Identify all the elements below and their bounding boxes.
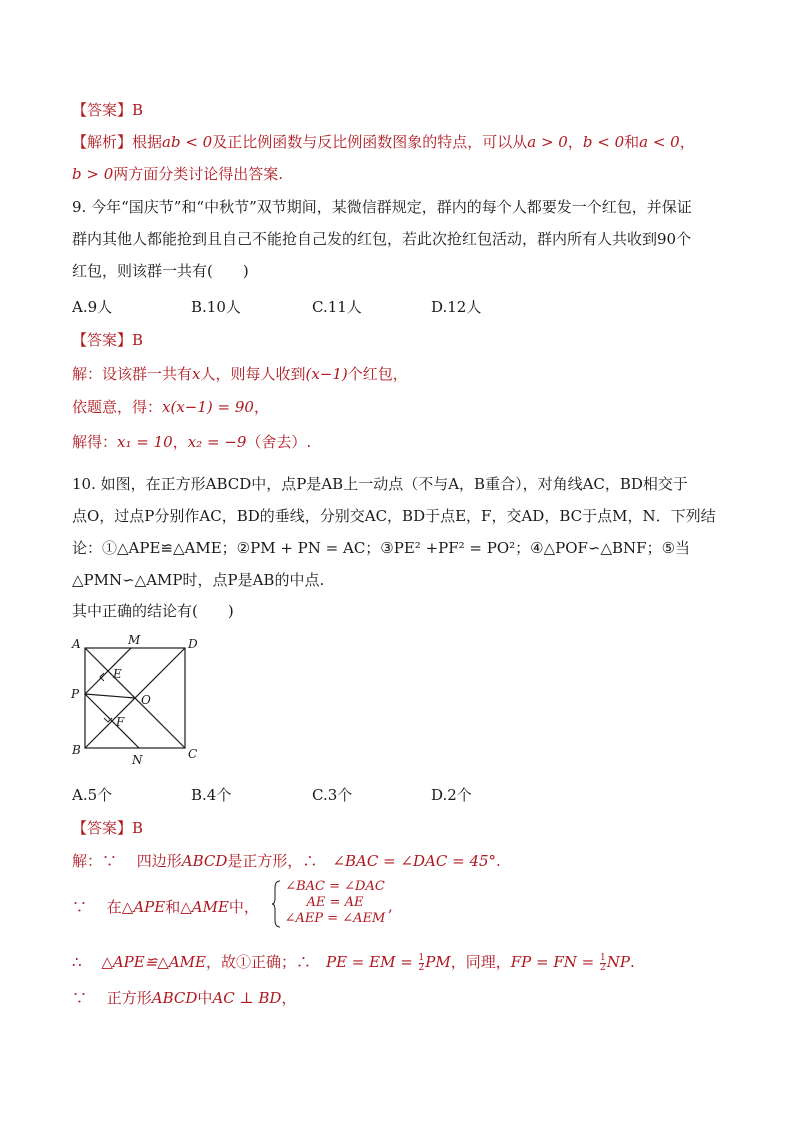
solution-text: ， xyxy=(172,433,188,451)
math-expr: b > 0 xyxy=(72,165,114,183)
math-expr: b < 0 xyxy=(582,133,625,151)
solution-text: （舍去）. xyxy=(246,433,312,451)
math-expr: AC ⊥ BD xyxy=(212,989,282,1007)
solution-text: ，故①正确；∴ xyxy=(205,953,326,971)
geometry-figure xyxy=(68,632,208,768)
math-expr: △APE xyxy=(121,898,166,916)
fraction-numerator: 1 xyxy=(418,952,425,963)
q10-stem-line3: 论：①△APE≌△AME；②PM + PN = AC；③PE² +PF² = PO²；④△POF∽△BNF；⑤当 xyxy=(72,539,691,557)
option-d: D.2个 xyxy=(431,786,472,804)
math-expr: x₂ = −9 xyxy=(187,433,247,451)
analysis-text: ， xyxy=(679,133,695,151)
math-expr: △APE≌△AME xyxy=(101,953,206,971)
solution-text: 人，则每人收到 xyxy=(200,365,306,383)
label-f: F xyxy=(116,715,125,729)
label-d: D xyxy=(188,637,198,651)
math-expr: ∠BAC = ∠DAC = 45° xyxy=(332,852,497,870)
brace-conditions xyxy=(282,879,388,927)
option-b: B.10人 xyxy=(191,298,241,316)
label-p: P xyxy=(71,687,80,701)
option-c: C.3个 xyxy=(312,786,353,804)
math-expr: △AME xyxy=(180,898,229,916)
answer-label: 【答案】 xyxy=(72,819,133,837)
condition-2: AE = AE xyxy=(306,895,364,910)
math-expr: x xyxy=(192,365,201,383)
analysis-label: 【解析】 xyxy=(72,133,133,151)
label-b: B xyxy=(72,743,81,757)
solution-text: ， xyxy=(281,989,297,1007)
math-expr: ABCD xyxy=(181,852,228,870)
solution-text: ∴ xyxy=(72,953,102,971)
analysis-text: 及正比例函数与反比例函数图象的特点，可以从 xyxy=(212,133,528,151)
fraction-denominator: 2 xyxy=(418,962,425,973)
q8-analysis-line1 xyxy=(72,131,695,153)
solution-text: 解：∵ 四边形 xyxy=(72,852,182,870)
math-expr: x(x−1) = 90 xyxy=(162,398,254,416)
fraction-denominator: 2 xyxy=(600,962,606,973)
q10-answer-line xyxy=(72,817,143,839)
system-brace xyxy=(272,880,282,928)
q9-solution-line2 xyxy=(72,396,269,418)
solution-text: 依题意，得： xyxy=(72,398,163,416)
q10-stem-line1: 10. 如图，在正方形ABCD中，点P是AB上一动点（不与A，B重合），对角线AC，BD相交于 xyxy=(72,475,688,493)
solution-text: 解得： xyxy=(72,433,118,451)
q10-solution-line3 xyxy=(72,951,635,973)
answer-label: 【答案】 xyxy=(72,331,133,349)
math-expr: PM xyxy=(425,953,451,971)
q9-stem-line1: 9. 今年“国庆节”和“中秋节”双节期间，某微信群规定，群内的每个人都要发一个红包，并保证 xyxy=(72,198,692,216)
label-o: O xyxy=(141,693,151,707)
math-expr: x₁ = 10 xyxy=(117,433,173,451)
q9-solution-line1 xyxy=(72,363,408,385)
math-expr: ABCD xyxy=(151,989,198,1007)
option-a: A.9人 xyxy=(72,298,113,316)
q8-answer-line xyxy=(72,99,143,121)
solution-text: ∵ 在 xyxy=(72,898,122,916)
label-m: M xyxy=(128,633,141,647)
option-b: B.4个 xyxy=(191,786,232,804)
answer-label: 【答案】 xyxy=(72,101,133,119)
brace-end: , xyxy=(388,897,393,915)
answer-value: B xyxy=(132,101,144,119)
q9-solution-line3 xyxy=(72,431,311,453)
fraction-half xyxy=(600,954,606,973)
line-po xyxy=(85,694,135,698)
math-expr: (x−1) xyxy=(305,365,348,383)
label-e: E xyxy=(113,667,122,681)
fraction-numerator: 1 xyxy=(600,952,606,963)
answer-value: B xyxy=(132,819,144,837)
label-c: C xyxy=(188,747,198,761)
condition-3: ∠AEP = ∠AEM xyxy=(284,911,386,926)
q10-solution-line1 xyxy=(72,850,501,872)
solution-text: 中， xyxy=(228,898,259,916)
solution-text: 是正方形，∴ xyxy=(227,852,333,870)
solution-text: 个红包， xyxy=(347,365,408,383)
solution-text: 解：设该群一共有 xyxy=(72,365,193,383)
option-c: C.11人 xyxy=(312,298,362,316)
solution-text: 中 xyxy=(197,989,213,1007)
answer-value: B xyxy=(132,331,144,349)
solution-text: 和 xyxy=(165,898,181,916)
q8-analysis-line2 xyxy=(72,163,283,185)
analysis-text: 根据 xyxy=(132,133,163,151)
q10-solution-line2 xyxy=(72,896,259,918)
solution-text: . xyxy=(496,852,501,870)
fraction-half xyxy=(419,954,425,973)
option-a: A.5个 xyxy=(72,786,113,804)
label-a: A xyxy=(72,637,81,651)
analysis-text: 两方面分类讨论得出答案. xyxy=(113,165,284,183)
solution-text: . xyxy=(629,953,635,971)
math-expr: NP xyxy=(606,953,630,971)
math-expr: ab < 0 xyxy=(162,133,213,151)
solution-text: ∵ 正方形 xyxy=(72,989,152,1007)
condition-1: ∠BAC = ∠DAC xyxy=(285,879,385,894)
solution-text: ，同理， xyxy=(450,953,511,971)
math-expr: a < 0 xyxy=(639,133,680,151)
q9-stem-line3: 红包，则该群一共有( ) xyxy=(72,262,249,280)
q9-stem-line2: 群内其他人都能抢到且自己不能抢自己发的红包，若此次抢红包活动，群内所有人共收到90个 xyxy=(72,230,692,248)
option-d: D.12人 xyxy=(431,298,482,316)
solution-text: ， xyxy=(253,398,269,416)
q10-solution-line4 xyxy=(72,987,296,1009)
q10-stem-line4: △PMN∽△AMP时，点P是AB的中点. xyxy=(72,571,325,589)
math-expr: FP = FN = xyxy=(510,953,599,971)
analysis-text: ， xyxy=(567,133,583,151)
label-n: N xyxy=(132,753,143,767)
q10-stem-line5: 其中正确的结论有( ) xyxy=(72,602,234,620)
analysis-text: 和 xyxy=(624,133,640,151)
math-expr: a > 0 xyxy=(527,133,568,151)
q9-answer-line xyxy=(72,329,143,351)
math-expr: PE = EM = xyxy=(325,953,418,971)
q10-stem-line2: 点O，过点P分别作AC，BD的垂线，分别交AC，BD于点E，F，交AD，BC于点M，N．下列结 xyxy=(72,507,716,525)
